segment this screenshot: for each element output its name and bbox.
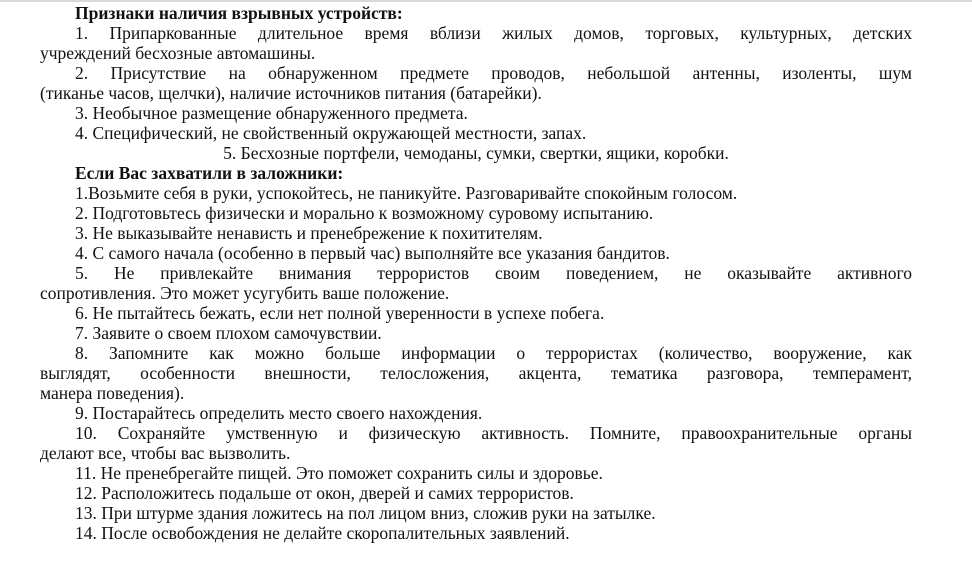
top-edge-shadow bbox=[0, 0, 972, 2]
list-item-line: 2. Подготовьтесь физически и морально к возможному суровому испытанию. bbox=[75, 203, 654, 223]
list-item-line: 5. Не привлекайте внимания террористов своим поведением, не оказывайте активного bbox=[75, 263, 912, 283]
list-item-line: 4. С самого начала (особенно в первый час) выполняйте все указания бандитов. bbox=[75, 243, 670, 263]
list-item-line: 3. Необычное размещение обнаруженного предмета. bbox=[75, 103, 468, 123]
list-item-line: 8. Запомните как можно больше информации о террористах (количество, вооружение, как bbox=[75, 343, 912, 363]
section-heading-2: Если Вас захватили в заложники: bbox=[75, 163, 344, 183]
list-item-line: выглядят, особенности внешности, телосложения, акцента, тематика разговора, темперамент, bbox=[40, 363, 912, 383]
list-item-line: 14. После освобождения не делайте скоропалительных заявлений. bbox=[75, 523, 570, 543]
list-item-line: (тиканье часов, щелчки), наличие источников питания (батарейки). bbox=[40, 83, 542, 103]
list-item-line: 6. Не пытайтесь бежать, если нет полной уверенности в успехе побега. bbox=[75, 303, 605, 323]
list-item-line: 1. Припаркованные длительное время вблизи жилых домов, торговых, культурных, детских bbox=[75, 23, 912, 43]
list-item-line: 5. Бесхозные портфели, чемоданы, сумки, свертки, ящики, коробки. bbox=[223, 143, 729, 163]
list-item-line: манера поведения). bbox=[40, 383, 185, 403]
list-item-line: 11. Не пренебрегайте пищей. Это поможет сохранить силы и здоровье. bbox=[75, 463, 603, 483]
list-item-line: 7. Заявите о своем плохом самочувствии. bbox=[75, 323, 382, 343]
list-item-line: 1.Возьмите себя в руки, успокойтесь, не паникуйте. Разговаривайте спокойным голосом. bbox=[75, 183, 738, 203]
list-item-line: 2. Присутствие на обнаруженном предмете проводов, небольшой антенны, изоленты, шум bbox=[75, 63, 912, 83]
list-item-line: сопротивления. Это может усугубить ваше положение. bbox=[40, 283, 450, 303]
list-item-line: 12. Расположитесь подальше от окон, дверей и самих террористов. bbox=[75, 483, 574, 503]
list-item-line: 10. Сохраняйте умственную и физическую активность. Помните, правоохранительные органы bbox=[75, 423, 912, 443]
list-item-line: учреждений бесхозные автомашины. bbox=[40, 43, 316, 63]
document-body bbox=[40, 3, 912, 543]
list-item-line: 3. Не выказывайте ненависть и пренебрежение к похитителям. bbox=[75, 223, 543, 243]
section-heading-1: Признаки наличия взрывных устройств: bbox=[75, 3, 403, 23]
list-item-line: делают все, чтобы вас вызволить. bbox=[40, 443, 291, 463]
list-item-line: 4. Специфический, не свойственный окружающей местности, запах. bbox=[75, 123, 587, 143]
list-item-line: 13. При штурме здания ложитесь на пол лицом вниз, сложив руки на затылке. bbox=[75, 503, 656, 523]
list-item-line: 9. Постарайтесь определить место своего нахождения. bbox=[75, 403, 483, 423]
